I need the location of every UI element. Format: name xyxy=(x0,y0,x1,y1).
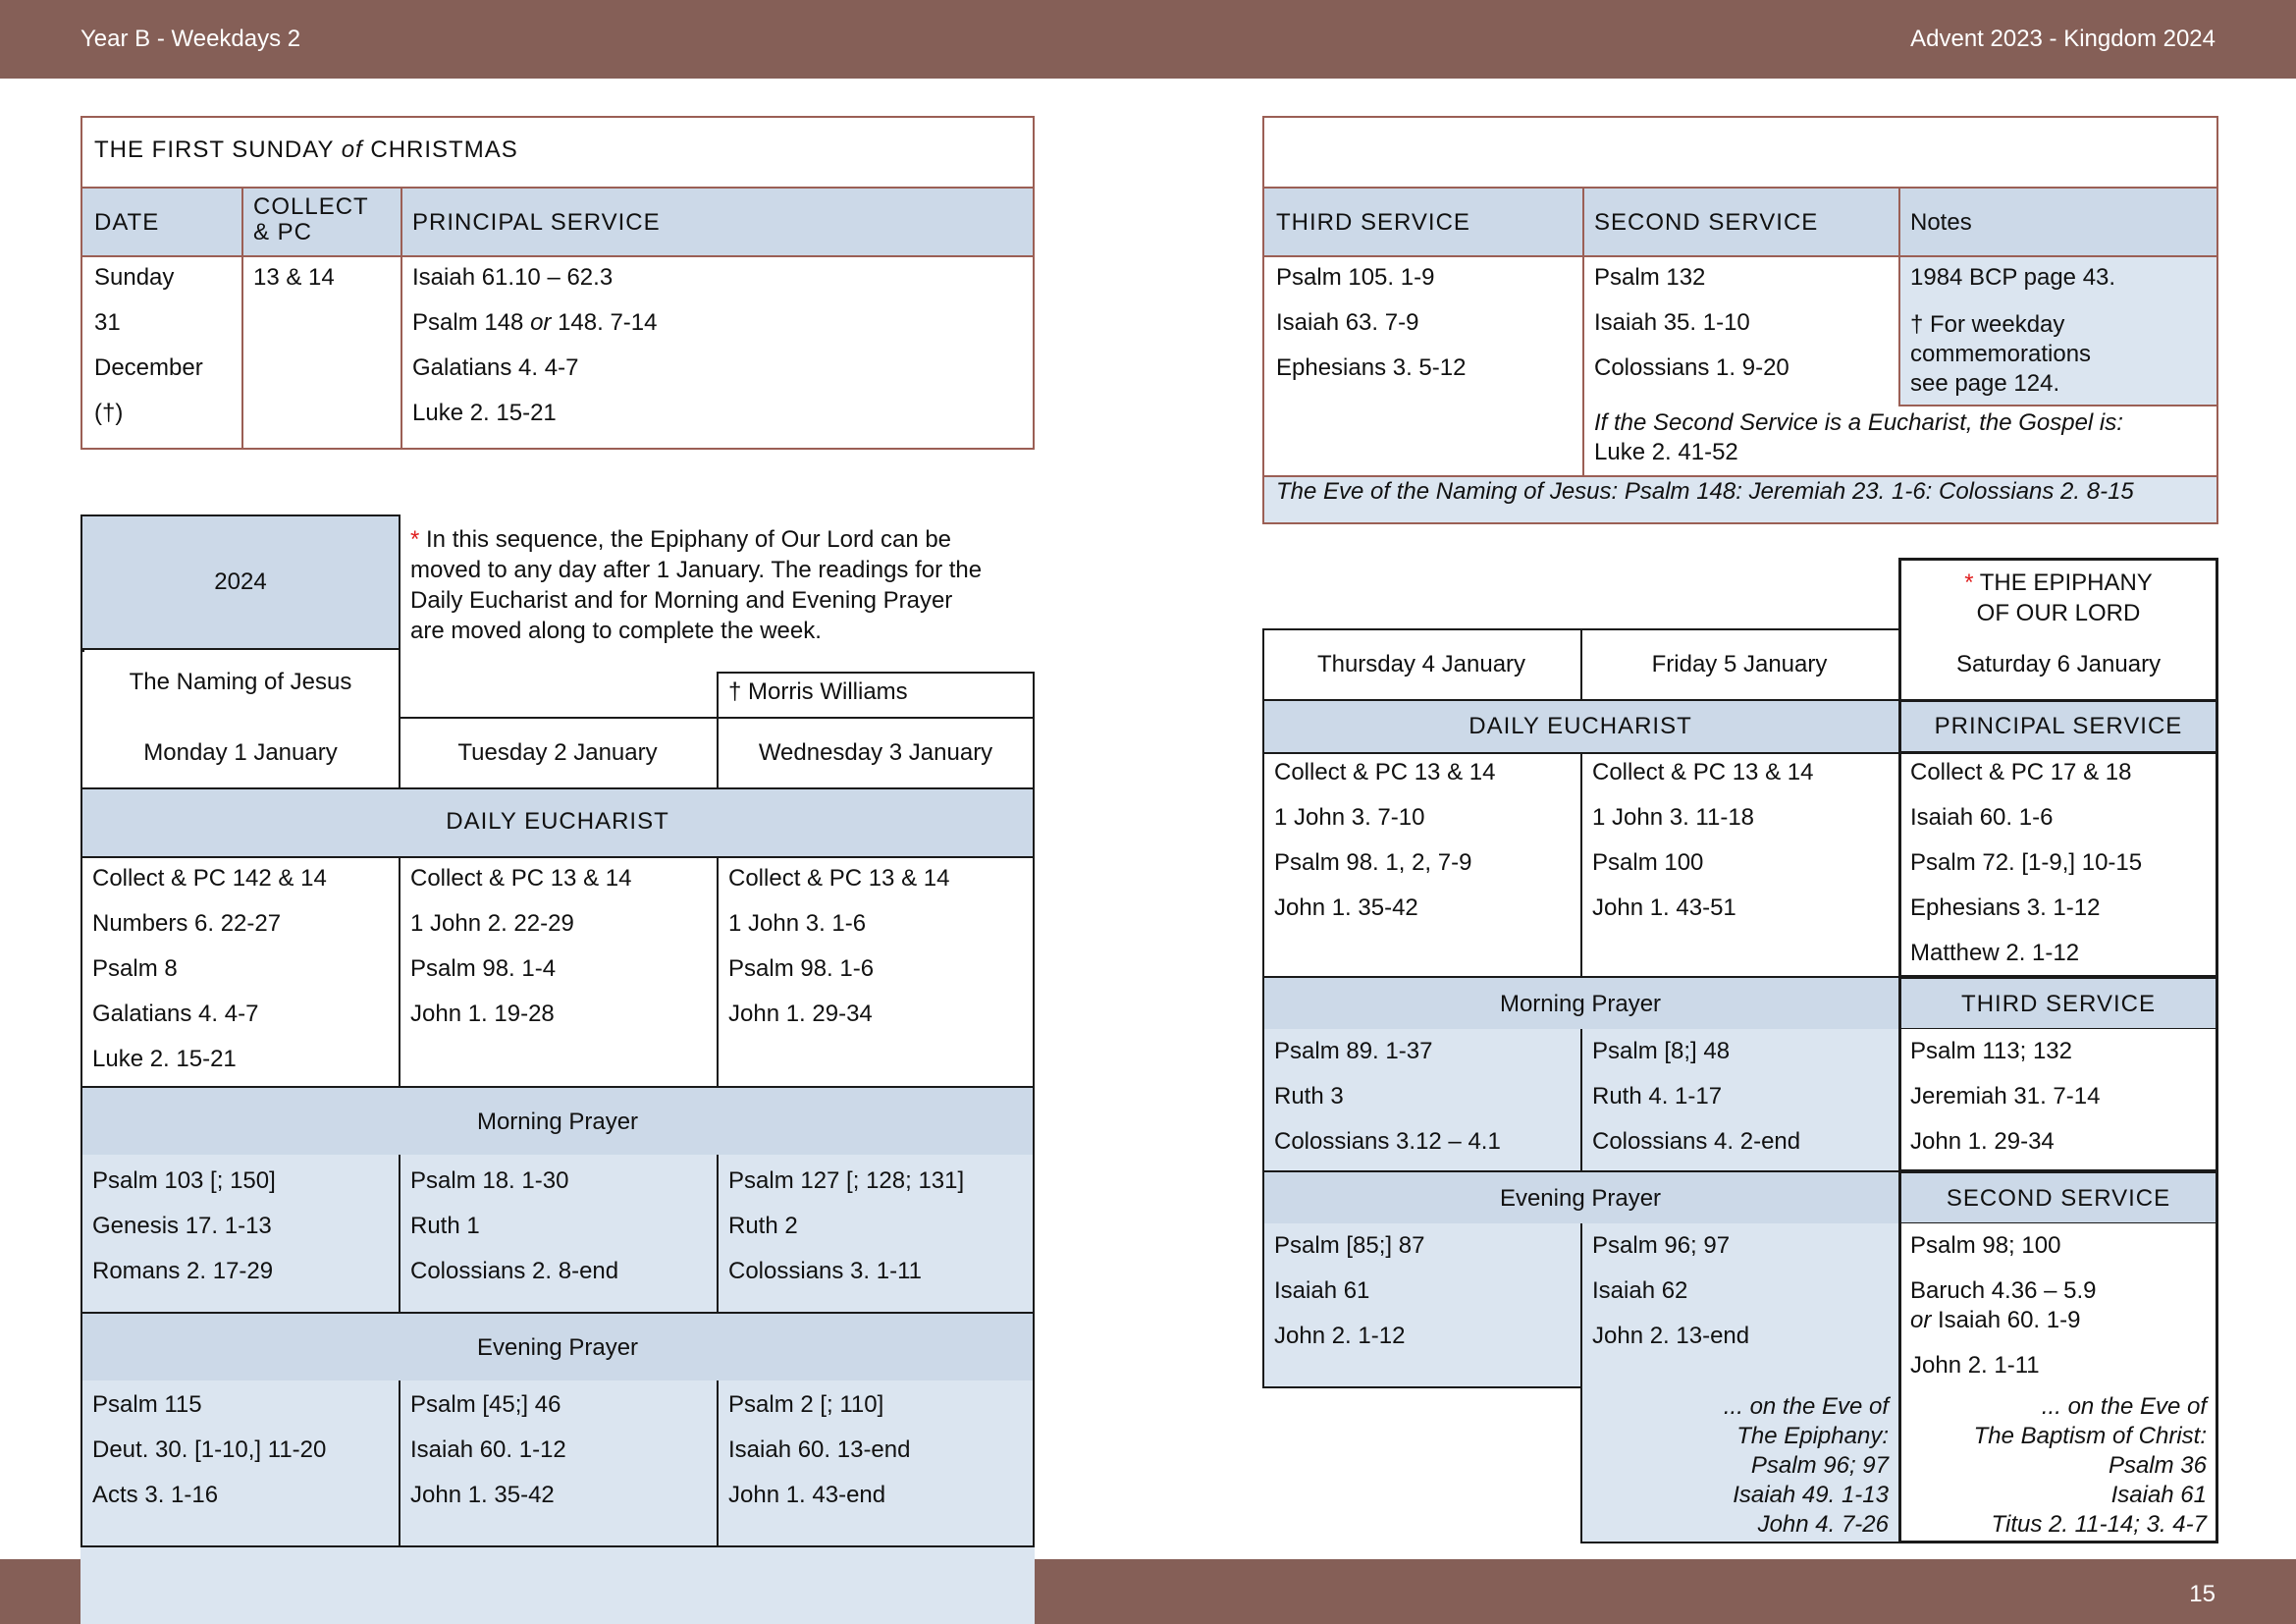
morning-prayer-label: Morning Prayer xyxy=(476,1109,639,1135)
third-saturday: Psalm 113; 132 Jeremiah 31. 7-14 John 1. 29-34 xyxy=(1910,1038,2101,1155)
eucharist-note: If the Second Service is a Eucharist, the Gospel is: xyxy=(1594,409,2123,436)
evening-friday: Psalm 96; 97 Isaiah 62 John 2. 13-end xyxy=(1592,1232,1750,1349)
col-date-header: DATE xyxy=(94,209,160,236)
morning-tuesday: Psalm 18. 1-30 Ruth 1 Colossians 2. 8-end xyxy=(410,1167,619,1284)
daily-eucharist-label: DAILY EUCHARIST xyxy=(446,808,669,835)
evening-prayer-label: Evening Prayer xyxy=(476,1334,639,1361)
eucharist-monday: Collect & PC 142 & 14 Numbers 6. 22-27 Psalm 8 Galatians 4. 4-7 Luke 2. 15-21 xyxy=(92,865,327,1072)
evening-prayer-label-right: Evening Prayer xyxy=(1499,1185,1662,1212)
header-left-title: Year B - Weekdays 2 xyxy=(80,26,301,52)
sunday-title: THE FIRST SUNDAY of CHRISTMAS xyxy=(94,136,518,163)
day-friday: Friday 5 January xyxy=(1651,651,1828,677)
col-collect-header: COLLECT & PC xyxy=(253,193,369,245)
notes-weekday: † For weekday commemorations see page 124. xyxy=(1910,311,2092,397)
col-notes-header: Notes xyxy=(1910,209,1972,236)
morning-wednesday: Psalm 127 [; 128; 131] Ruth 2 Colossians 3. 1-11 xyxy=(728,1167,965,1284)
evening-tuesday: Psalm [45;] 46 Isaiah 60. 1-12 John 1. 35-42 xyxy=(410,1391,566,1508)
evening-monday: Psalm 115 Deut. 30. [1-10,] 11-20 Acts 3. 1-16 xyxy=(92,1391,327,1508)
eucharist-wednesday: Collect & PC 13 & 14 1 John 3. 1-6 Psalm 98. 1-6 John 1. 29-34 xyxy=(728,865,950,1027)
sunday-second-readings: Psalm 132 Isaiah 35. 1-10 Colossians 1. 9-20 xyxy=(1594,264,1789,381)
notes-bcp: 1984 BCP page 43. xyxy=(1910,264,2116,291)
sunday-third-readings: Psalm 105. 1-9 Isaiah 63. 7-9 Ephesians 3. 5-12 xyxy=(1276,264,1467,381)
sunday-principal-readings: Isaiah 61.10 – 62.3 Psalm 148 or 148. 7-14 Galatians 4. 4-7 Luke 2. 15-21 xyxy=(412,264,658,426)
col-principal-header: PRINCIPAL SERVICE xyxy=(412,209,661,236)
header-bar xyxy=(0,0,2296,79)
principal-saturday: Collect & PC 17 & 18 Isaiah 60. 1-6 Psalm 72. [1-9,] 10-15 Ephesians 3. 1-12 Matthew 2. 1-12 xyxy=(1910,759,2143,966)
sunday-date: Sunday 31 December (†) xyxy=(94,264,203,426)
epiphany-title: * THE EPIPHANY OF OUR LORD xyxy=(1964,569,2153,626)
eucharist-friday: Collect & PC 13 & 14 1 John 3. 11-18 Psalm 100 John 1. 43-51 xyxy=(1592,759,1814,921)
col-third-header: THIRD SERVICE xyxy=(1276,209,1470,236)
naming-of-jesus: The Naming of Jesus xyxy=(129,669,352,695)
page-number-right: 15 xyxy=(2189,1581,2216,1607)
header-right-title: Advent 2023 - Kingdom 2024 xyxy=(1910,26,2216,52)
year-label: 2024 xyxy=(214,568,267,595)
eve-baptism-note: ... on the Eve of The Baptism of Christ: Psalm 36 Isaiah 61 Titus 2. 11-14; 3. 4-7 xyxy=(1973,1393,2207,1538)
eve-epiphany-note: ... on the Eve of The Epiphany: Psalm 96; 97 Isaiah 49. 1-13 John 4. 7-26 xyxy=(1723,1393,1889,1538)
second-service-label: SECOND SERVICE xyxy=(1946,1185,2171,1212)
morning-prayer-label-right: Morning Prayer xyxy=(1499,991,1662,1017)
morning-friday: Psalm [8;] 48 Ruth 4. 1-17 Colossians 4. 2-end xyxy=(1592,1038,1801,1155)
sunday-table-left xyxy=(80,116,1035,450)
second-saturday: Psalm 98; 100 Baruch 4.36 – 5.9 or Isaiah 60. 1-9 John 2. 1-11 xyxy=(1910,1232,2097,1379)
evening-thursday: Psalm [85;] 87 Isaiah 61 John 2. 1-12 xyxy=(1274,1232,1425,1349)
day-monday: Monday 1 January xyxy=(143,739,338,766)
sunday-collect: 13 & 14 xyxy=(253,264,335,291)
day-tuesday: Tuesday 2 January xyxy=(457,739,658,766)
day-saturday: Saturday 6 January xyxy=(1955,651,2162,677)
day-thursday: Thursday 4 January xyxy=(1316,651,1526,677)
eucharist-gospel: Luke 2. 41-52 xyxy=(1594,439,1738,465)
morning-monday: Psalm 103 [; 150] Genesis 17. 1-13 Romans 2. 17-29 xyxy=(92,1167,276,1284)
daily-eucharist-label-right: DAILY EUCHARIST xyxy=(1468,713,1692,739)
morning-thursday: Psalm 89. 1-37 Ruth 3 Colossians 3.12 – 4.1 xyxy=(1274,1038,1501,1155)
eucharist-tuesday: Collect & PC 13 & 14 1 John 2. 22-29 Psalm 98. 1-4 John 1. 19-28 xyxy=(410,865,632,1027)
third-service-label: THIRD SERVICE xyxy=(1961,991,2156,1017)
eucharist-thursday: Collect & PC 13 & 14 1 John 3. 7-10 Psalm 98. 1, 2, 7-9 John 1. 35-42 xyxy=(1274,759,1496,921)
eve-naming-note: The Eve of the Naming of Jesus: Psalm 148: Jeremiah 23. 1-6: Colossians 2. 8-15 xyxy=(1276,478,2134,505)
evening-wednesday: Psalm 2 [; 110] Isaiah 60. 13-end John 1. 43-end xyxy=(728,1391,911,1508)
morris-williams: † Morris Williams xyxy=(728,678,908,705)
day-wednesday: Wednesday 3 January xyxy=(758,739,993,766)
sunday-table-right xyxy=(1262,116,2218,524)
epiphany-move-note: * In this sequence, the Epiphany of Our Lord can be moved to any day after 1 January. The readings for the Daily Eucharist and for Morning and Evening Prayer are moved along to complete the week. xyxy=(410,526,983,644)
principal-service-label: PRINCIPAL SERVICE xyxy=(1934,713,2183,739)
col-second-header: SECOND SERVICE xyxy=(1594,209,1819,236)
